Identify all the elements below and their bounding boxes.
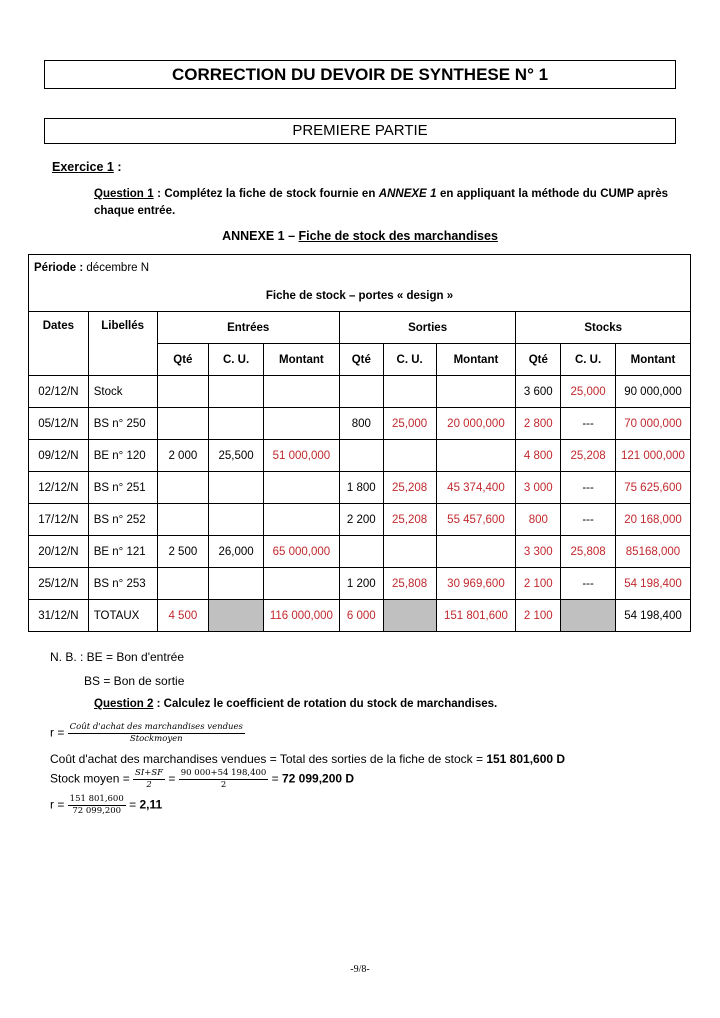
cell-sortie-montant [436, 536, 516, 568]
cell-stock-qte: 4 800 [516, 440, 561, 472]
header-libelles: Libellés [88, 312, 157, 376]
cell-sortie-qte [339, 536, 383, 568]
header-sorties: Sorties [339, 312, 516, 344]
cell-sortie-montant: 20 000,000 [436, 408, 516, 440]
formula-stock-prefix: Stock moyen = [50, 771, 134, 786]
formula-r2-fraction [68, 794, 126, 817]
cell-stock-qte: 2 100 [516, 600, 561, 632]
part-heading: PREMIERE PARTIE [44, 118, 676, 144]
sheet-title-row [29, 281, 691, 312]
cell-entree-montant: 65 000,000 [263, 536, 339, 568]
cell-sortie-qte: 2 200 [339, 504, 383, 536]
cell-stock-montant: 70 000,000 [615, 408, 690, 440]
cell-sortie-qte [339, 376, 383, 408]
formula-r-numerator: Coût d'achat des marchandises vendues [69, 722, 243, 732]
cell-stock-montant: 20 168,000 [615, 504, 690, 536]
cell-sortie-cu [383, 376, 436, 408]
cell-entree-montant [263, 504, 339, 536]
cell-sortie-cu [383, 440, 436, 472]
cell-sortie-montant: 45 374,400 [436, 472, 516, 504]
question-1-label: Question 1 [94, 188, 154, 200]
formula-cost-value: 151 801,600 D [486, 752, 566, 766]
header-entrees: Entrées [157, 312, 339, 344]
cell-entree-cu [209, 504, 264, 536]
formula-r2-numerator: 151 801,600 [69, 794, 124, 804]
periode-value: décembre N [83, 262, 150, 274]
cell-entree-qte [157, 376, 209, 408]
stock-sheet-table [28, 254, 691, 632]
formula-r-denominator: Stockmoyen [129, 734, 183, 744]
cell-sortie-qte [339, 440, 383, 472]
cell-libelle: BE n° 120 [88, 440, 157, 472]
formula-r-prefix: r = [50, 725, 68, 740]
cell-stock-cu [561, 600, 616, 632]
formula-stock-numerator-2: 90 000+54 198,400 [180, 768, 267, 778]
formula-cost-text: Coût d'achat des marchandises vendues = Total des sorties de la fiche de stock = [50, 752, 487, 766]
subheader-cu: C. U. [561, 344, 616, 376]
subheader-montant: Montant [615, 344, 690, 376]
cell-stock-qte: 2 100 [516, 568, 561, 600]
cell-stock-qte: 3 300 [516, 536, 561, 568]
cell-date: 09/12/N [29, 440, 89, 472]
subheader-qte: Qté [516, 344, 561, 376]
formula-stock-fraction-2 [179, 768, 269, 791]
cell-libelle: BS n° 252 [88, 504, 157, 536]
question-2-text: : Calculez le coefficient de rotation du stock de marchandises. [153, 698, 498, 710]
periode-label: Période : [34, 262, 84, 274]
exercise-label: Exercice 1 [52, 160, 114, 174]
question-1-text-a: : Complétez la fiche de stock fournie en [153, 188, 379, 200]
cell-stock-qte: 2 800 [516, 408, 561, 440]
cell-stock-cu: --- [561, 408, 616, 440]
formula-stock-numerator-1: SI+SF [135, 768, 164, 778]
cell-stock-qte: 3 000 [516, 472, 561, 504]
sheet-title: Fiche de stock – portes « design » [29, 281, 691, 312]
cell-entree-montant: 116 000,000 [263, 600, 339, 632]
cell-sortie-cu [383, 600, 436, 632]
cell-libelle: BS n° 253 [88, 568, 157, 600]
cell-sortie-cu: 25,000 [383, 408, 436, 440]
cell-sortie-qte: 6 000 [339, 600, 383, 632]
subheader-qte: Qté [157, 344, 209, 376]
exercise-heading [52, 160, 122, 174]
annexe-title: Fiche de stock des marchandises [298, 229, 498, 243]
cell-stock-montant: 54 198,400 [615, 568, 690, 600]
cell-entree-montant [263, 568, 339, 600]
cell-sortie-cu [383, 536, 436, 568]
subheader-montant: Montant [436, 344, 516, 376]
cell-stock-montant: 54 198,400 [615, 600, 690, 632]
cell-entree-qte: 2 000 [157, 440, 209, 472]
cell-date: 12/12/N [29, 472, 89, 504]
subheader-montant: Montant [263, 344, 339, 376]
cell-entree-cu [209, 600, 264, 632]
table-row [29, 376, 691, 408]
table-row [29, 536, 691, 568]
cell-entree-montant [263, 472, 339, 504]
header-row [29, 312, 691, 344]
formula-cost [50, 752, 565, 766]
cell-libelle: BE n° 121 [88, 536, 157, 568]
formula-r2-value: 2,11 [139, 797, 163, 812]
cell-date: 31/12/N [29, 600, 89, 632]
formula-r2-prefix: r = [50, 797, 68, 812]
note-bs: BS = Bon de sortie [84, 674, 185, 688]
cell-stock-cu: --- [561, 568, 616, 600]
cell-entree-montant: 51 000,000 [263, 440, 339, 472]
cell-entree-qte: 4 500 [157, 600, 209, 632]
cell-sortie-qte: 1 800 [339, 472, 383, 504]
table-row [29, 568, 691, 600]
cell-stock-cu: 25,000 [561, 376, 616, 408]
subheader-cu: C. U. [383, 344, 436, 376]
formula-stock-value: 72 099,200 D [281, 771, 355, 786]
cell-stock-cu: 25,208 [561, 440, 616, 472]
page-number: -9/8- [350, 964, 370, 975]
cell-libelle: BS n° 250 [88, 408, 157, 440]
cell-sortie-montant: 151 801,600 [436, 600, 516, 632]
cell-sortie-montant [436, 440, 516, 472]
table-row [29, 408, 691, 440]
cell-stock-cu: --- [561, 504, 616, 536]
cell-stock-cu: 25,808 [561, 536, 616, 568]
cell-entree-montant [263, 408, 339, 440]
cell-entree-qte [157, 568, 209, 600]
formula-r-fraction [68, 722, 245, 745]
cell-stock-cu: --- [561, 472, 616, 504]
cell-sortie-cu: 25,208 [383, 472, 436, 504]
annexe-heading [0, 229, 720, 243]
formula-stock-moyen [50, 768, 354, 791]
totals-row [29, 600, 691, 632]
cell-entree-cu [209, 568, 264, 600]
formula-equals: = [165, 771, 179, 786]
document-title: CORRECTION DU DEVOIR DE SYNTHESE N° 1 [44, 60, 676, 89]
cell-sortie-cu: 25,808 [383, 568, 436, 600]
exercise-suffix: : [113, 160, 122, 174]
subheader-cu: C. U. [209, 344, 264, 376]
table-row [29, 472, 691, 504]
question-2-label: Question 2 [94, 698, 154, 710]
question-1 [94, 186, 668, 220]
cell-date: 02/12/N [29, 376, 89, 408]
formula-stock-equals: = [268, 771, 282, 786]
cell-entree-cu [209, 408, 264, 440]
cell-stock-montant: 121 000,000 [615, 440, 690, 472]
note-be: N. B. : BE = Bon d'entrée [50, 650, 185, 664]
cell-stock-qte: 800 [516, 504, 561, 536]
periode-cell [29, 255, 691, 282]
cell-sortie-montant [436, 376, 516, 408]
cell-entree-cu [209, 472, 264, 504]
formula-stock-fraction-1 [133, 768, 165, 791]
cell-stock-qte: 3 600 [516, 376, 561, 408]
formula-r2-denominator: 72 099,200 [72, 806, 122, 816]
cell-libelle: TOTAUX [88, 600, 157, 632]
cell-entree-qte [157, 408, 209, 440]
question-1-text-b: en appliquant la méthode du CUMP après chaque entrée. [94, 188, 668, 217]
cell-entree-montant [263, 376, 339, 408]
cell-stock-montant: 85168,000 [615, 536, 690, 568]
cell-sortie-cu: 25,208 [383, 504, 436, 536]
cell-date: 20/12/N [29, 536, 89, 568]
cell-libelle: BS n° 251 [88, 472, 157, 504]
periode-row [29, 255, 691, 282]
cell-sortie-qte: 800 [339, 408, 383, 440]
header-stocks: Stocks [516, 312, 691, 344]
header-dates: Dates [29, 312, 89, 376]
formula-r [50, 722, 245, 745]
annexe-prefix: ANNEXE 1 – [222, 229, 299, 243]
cell-entree-qte: 2 500 [157, 536, 209, 568]
cell-stock-montant: 90 000,000 [615, 376, 690, 408]
cell-entree-cu: 25,500 [209, 440, 264, 472]
table-row [29, 440, 691, 472]
cell-sortie-montant: 55 457,600 [436, 504, 516, 536]
cell-sortie-montant: 30 969,600 [436, 568, 516, 600]
formula-r-result [50, 794, 162, 817]
question-2 [94, 698, 497, 710]
cell-date: 05/12/N [29, 408, 89, 440]
cell-date: 17/12/N [29, 504, 89, 536]
cell-sortie-qte: 1 200 [339, 568, 383, 600]
cell-date: 25/12/N [29, 568, 89, 600]
cell-stock-montant: 75 625,600 [615, 472, 690, 504]
cell-entree-cu [209, 376, 264, 408]
table-row [29, 504, 691, 536]
cell-entree-qte [157, 504, 209, 536]
subheader-qte: Qté [339, 344, 383, 376]
formula-stock-denominator-2: 2 [220, 780, 227, 790]
cell-entree-cu: 26,000 [209, 536, 264, 568]
question-1-annex-ref: ANNEXE 1 [378, 188, 437, 200]
formula-stock-denominator-1: 2 [146, 780, 152, 790]
formula-r2-equals: = [125, 797, 140, 812]
cell-entree-qte [157, 472, 209, 504]
cell-libelle: Stock [88, 376, 157, 408]
